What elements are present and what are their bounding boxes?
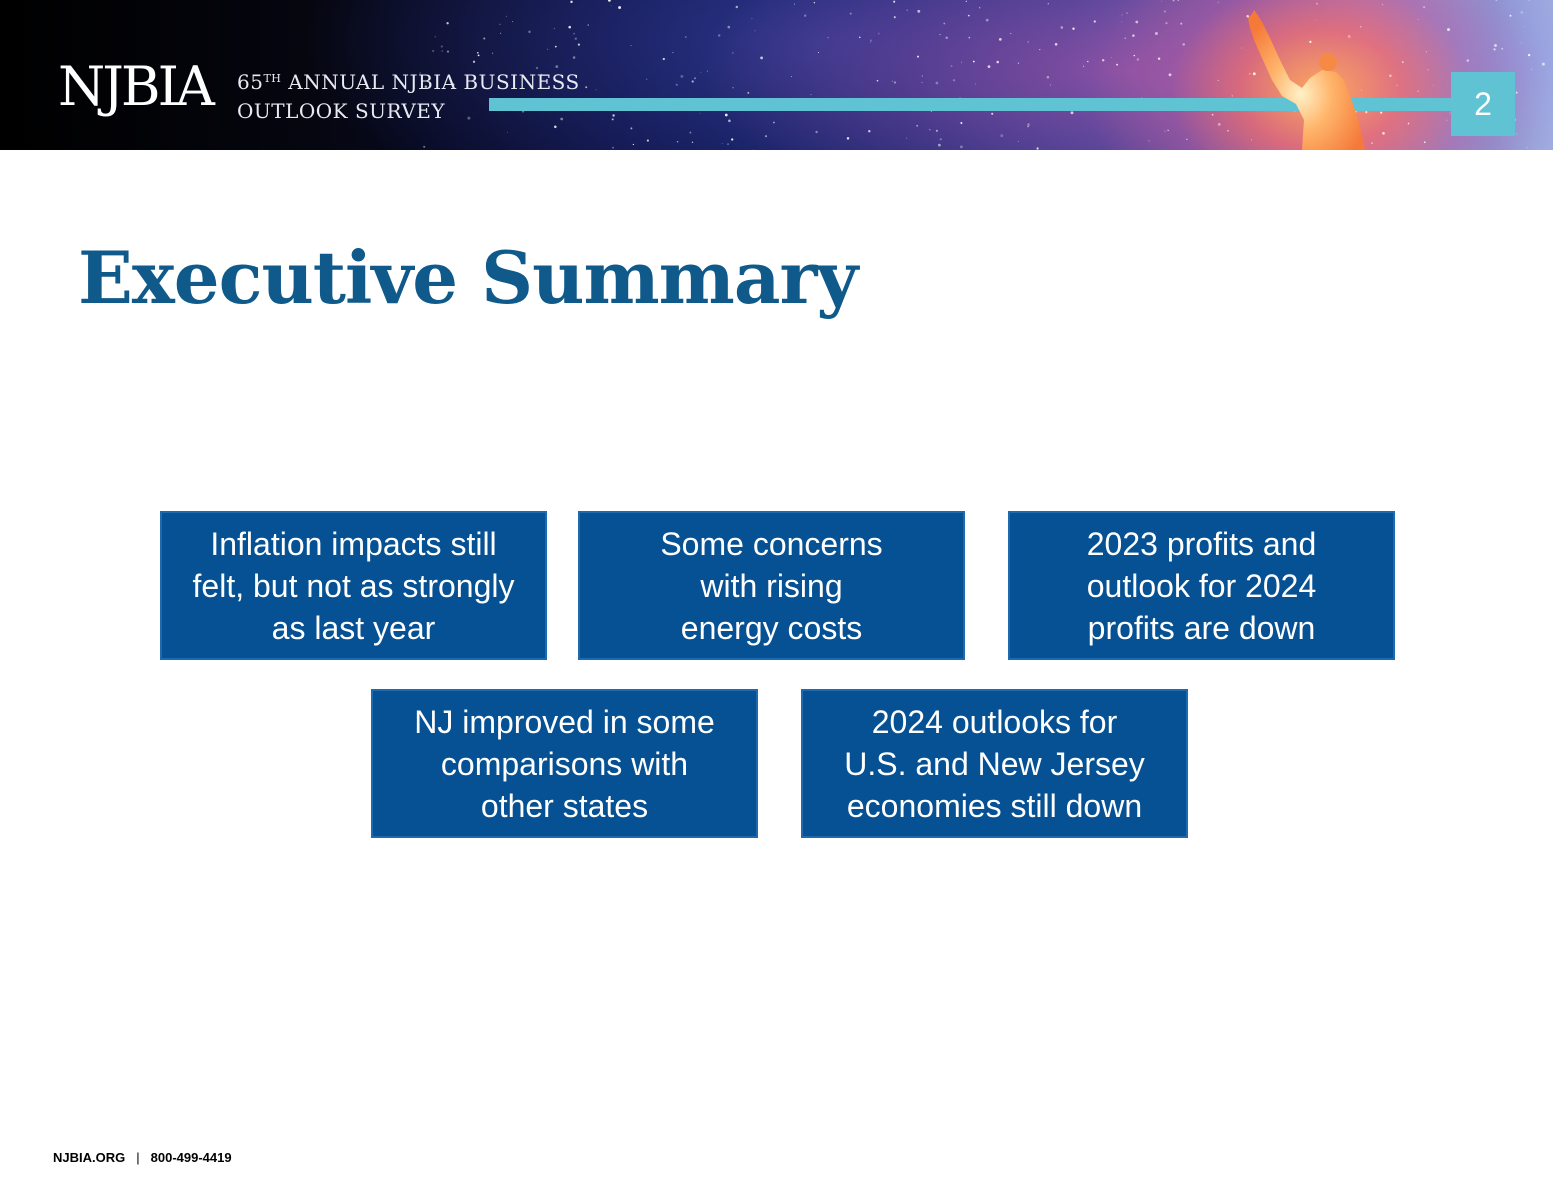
star-dot [1087,61,1088,62]
footer-website-link[interactable]: NJBIA.ORG [53,1150,126,1165]
star-dot [507,132,508,133]
star-dot [1132,34,1135,37]
card-text [193,523,515,649]
star-dot [1510,15,1512,17]
card-text [844,701,1145,827]
star-dot [1528,54,1530,56]
star-dot [1158,57,1160,59]
star-dot [722,143,723,144]
star-dot [847,137,849,139]
star-dot [968,15,970,17]
star-dot [818,52,819,53]
star-dot [868,130,870,132]
star-dot [1516,133,1517,134]
star-dot [528,31,531,34]
star-dot [1071,111,1074,114]
star-dot [773,122,775,124]
star-dot [1526,147,1527,148]
star-dot [953,79,955,81]
star-dot [608,0,611,2]
summary-card-state-comparisons [371,689,758,838]
card-line: economies still down [846,787,1143,824]
card-text [1087,523,1317,649]
star-dot [596,89,597,90]
card-line: with rising [700,567,843,604]
star-dot [1094,20,1096,22]
card-line: Some concerns [660,525,883,562]
star-dot [1018,63,1019,64]
card-line: profits are down [1087,609,1316,646]
star-dot [1027,126,1028,127]
star-dot [1516,92,1518,94]
star-dot [618,6,621,9]
star-dot [986,19,989,22]
star-dot [850,13,852,15]
card-text [414,701,715,827]
star-dot [1433,85,1434,86]
star-dot [917,10,920,13]
star-dot [999,38,1002,41]
star-dot [512,21,513,22]
star-dot [432,50,434,52]
card-line: outlook for 2024 [1086,567,1317,604]
star-dot [554,28,555,29]
star-dot [1178,0,1179,1]
star-dot [973,61,975,63]
star-dot [870,42,871,43]
survey-title [237,64,580,126]
star-dot [499,24,500,25]
star-dot [718,34,720,36]
star-dot [939,34,940,35]
star-dot [1027,41,1029,43]
star-dot [1149,140,1150,141]
star-dot [725,114,728,117]
star-dot [633,144,634,145]
star-dot [707,71,708,72]
card-line: energy costs [680,609,863,646]
star-dot [547,49,548,50]
star-dot [692,80,694,82]
star-dot [922,76,923,77]
star-dot [492,53,493,54]
star-dot [1520,11,1523,14]
star-dot [1496,0,1498,1]
card-line: comparisons with [440,745,689,782]
star-dot [483,38,485,40]
star-dot [951,65,953,67]
star-dot [877,80,879,82]
star-dot [727,26,730,29]
star-dot [765,135,767,137]
star-dot [936,82,939,85]
star-dot [1447,28,1450,31]
star-dot [555,46,557,48]
star-dot [961,62,962,63]
star-dot [996,61,999,64]
star-dot [916,125,918,127]
star-dot [689,132,691,134]
star-dot [447,51,449,53]
star-dot [811,94,812,95]
star-dot [1126,12,1128,14]
star-dot [694,77,696,79]
star-dot [828,37,829,38]
star-dot [728,120,731,123]
star-dot [794,4,795,5]
star-dot [1116,64,1118,66]
star-dot [1027,123,1030,126]
star-dot [677,141,679,143]
card-line: U.S. and New Jersey [844,745,1145,782]
star-dot [991,113,993,115]
star-dot [1039,49,1040,50]
star-dot [922,82,923,83]
star-dot [1167,130,1168,131]
star-dot [938,144,941,147]
star-dot [1122,14,1123,15]
footer-phone: 800-499-4419 [150,1150,232,1165]
star-dot [1164,11,1166,13]
star-dot [760,57,763,60]
card-line: 2023 profits and [1086,525,1317,562]
summary-card-economic-outlook [801,689,1188,838]
star-dot [917,56,919,58]
star-dot [754,30,755,31]
star-dot [966,1,967,2]
star-dot [751,18,752,19]
star-dot [1173,0,1175,1]
star-dot [570,1,572,3]
star-dot [1037,147,1039,149]
star-dot [968,37,970,39]
star-dot [815,131,817,133]
star-dot [732,52,734,54]
star-dot [442,50,443,51]
card-line: NJ improved in some [414,703,715,740]
card-line: as last year [271,609,436,646]
star-dot [878,33,880,35]
star-dot [894,16,896,18]
star-dot [573,33,575,35]
star-dot [441,45,443,47]
survey-title-line2: OUTLOOK SURVEY [237,99,446,123]
star-dot [733,87,734,88]
star-dot [1018,141,1019,142]
star-dot [753,149,754,150]
star-dot [1165,22,1167,24]
star-dot [1521,42,1522,43]
star-dot [1050,85,1051,86]
star-dot [699,113,700,114]
star-dot [859,37,860,38]
star-dot [940,138,942,140]
star-dot [1161,1,1162,2]
star-dot [612,114,614,116]
star-dot [1047,76,1049,78]
page-number-badge: 2 [1451,72,1515,136]
card-line: Inflation impacts still [210,525,497,562]
star-dot [906,138,907,139]
star-dot [1000,134,1003,137]
star-dot [500,33,501,34]
star-dot [979,7,980,8]
star-dot [573,56,576,59]
star-dot [929,129,931,131]
star-dot [685,36,687,38]
star-dot [647,140,649,142]
star-dot [1494,44,1497,47]
star-dot [892,81,893,82]
star-dot [477,52,479,54]
star-dot [630,127,632,129]
star-dot [585,86,587,88]
star-dot [1060,26,1063,29]
star-dot [1493,48,1495,50]
star-dot [894,81,896,83]
star-dot [945,36,948,39]
summary-card-inflation [160,511,547,660]
star-dot [1121,21,1122,22]
star-dot [663,58,665,60]
star-dot [1072,28,1074,30]
star-dot [1155,32,1158,35]
star-dot [960,122,962,124]
star-dot [727,143,729,145]
star-dot [870,40,872,42]
star-dot [893,1,895,3]
star-dot [1466,59,1469,62]
survey-ordinal: 65 [237,70,264,94]
card-line: 2024 outlooks for [871,703,1118,740]
star-dot [1083,66,1084,67]
star-dot [1010,33,1011,34]
star-dot [747,92,749,94]
star-dot [804,15,806,17]
star-dot [1531,69,1532,70]
star-dot [988,65,991,68]
star-dot [423,146,425,148]
star-dot [473,61,475,63]
star-dot [1169,73,1172,76]
star-dot [943,23,945,25]
star-dot [1529,0,1530,1]
star-dot [506,16,507,17]
header-banner [0,0,1553,150]
star-dot [611,5,612,6]
card-text [660,523,882,649]
card-line: felt, but not as strongly [192,567,515,604]
survey-ordinal-suffix: TH [263,72,282,85]
star-dot [1055,43,1058,46]
footer-separator: | [136,1150,140,1165]
star-dot [1102,59,1104,61]
raised-arm-figure-image [1210,0,1430,150]
star-dot [1186,139,1187,140]
star-dot [1180,23,1182,25]
star-dot [575,38,577,40]
star-dot [692,142,693,143]
star-dot [975,84,976,85]
star-dot [936,130,938,132]
njbia-logo: NJBIA [58,55,212,118]
star-dot [1542,63,1545,66]
star-dot [680,75,683,78]
star-dot [578,43,580,45]
star-dot [446,22,448,24]
star-dot [588,24,589,25]
star-dot [731,138,733,140]
survey-title-line1 [237,64,580,97]
star-dot [478,54,480,56]
star-dot [676,84,678,86]
star-dot [907,10,908,11]
star-dot [1134,55,1135,56]
survey-title-line1-text: ANNUAL NJBIA BUSINESS [281,70,580,94]
summary-card-energy [578,511,965,660]
star-dot [1501,48,1503,50]
star-dot [1111,57,1112,58]
footer-contact [53,1150,232,1165]
star-dot [814,2,815,3]
star-dot [791,76,792,77]
star-dot [960,145,963,148]
star-dot [1524,26,1525,27]
star-dot [1135,21,1138,24]
star-dot [672,52,673,53]
star-dot [1137,58,1140,61]
star-dot [1446,120,1447,121]
page-title: Executive Summary [78,235,858,320]
star-dot [612,147,614,149]
card-line: other states [480,787,649,824]
star-dot [631,45,632,46]
star-dot [1164,130,1165,131]
star-dot [736,6,738,8]
star-dot [700,72,701,73]
star-dot [646,78,648,80]
summary-card-profits [1008,511,1395,660]
star-dot [1182,43,1185,46]
star-dot [612,118,614,120]
star-dot [568,26,571,29]
star-dot [1048,3,1050,5]
star-dot [1124,37,1126,39]
star-dot [435,36,436,37]
